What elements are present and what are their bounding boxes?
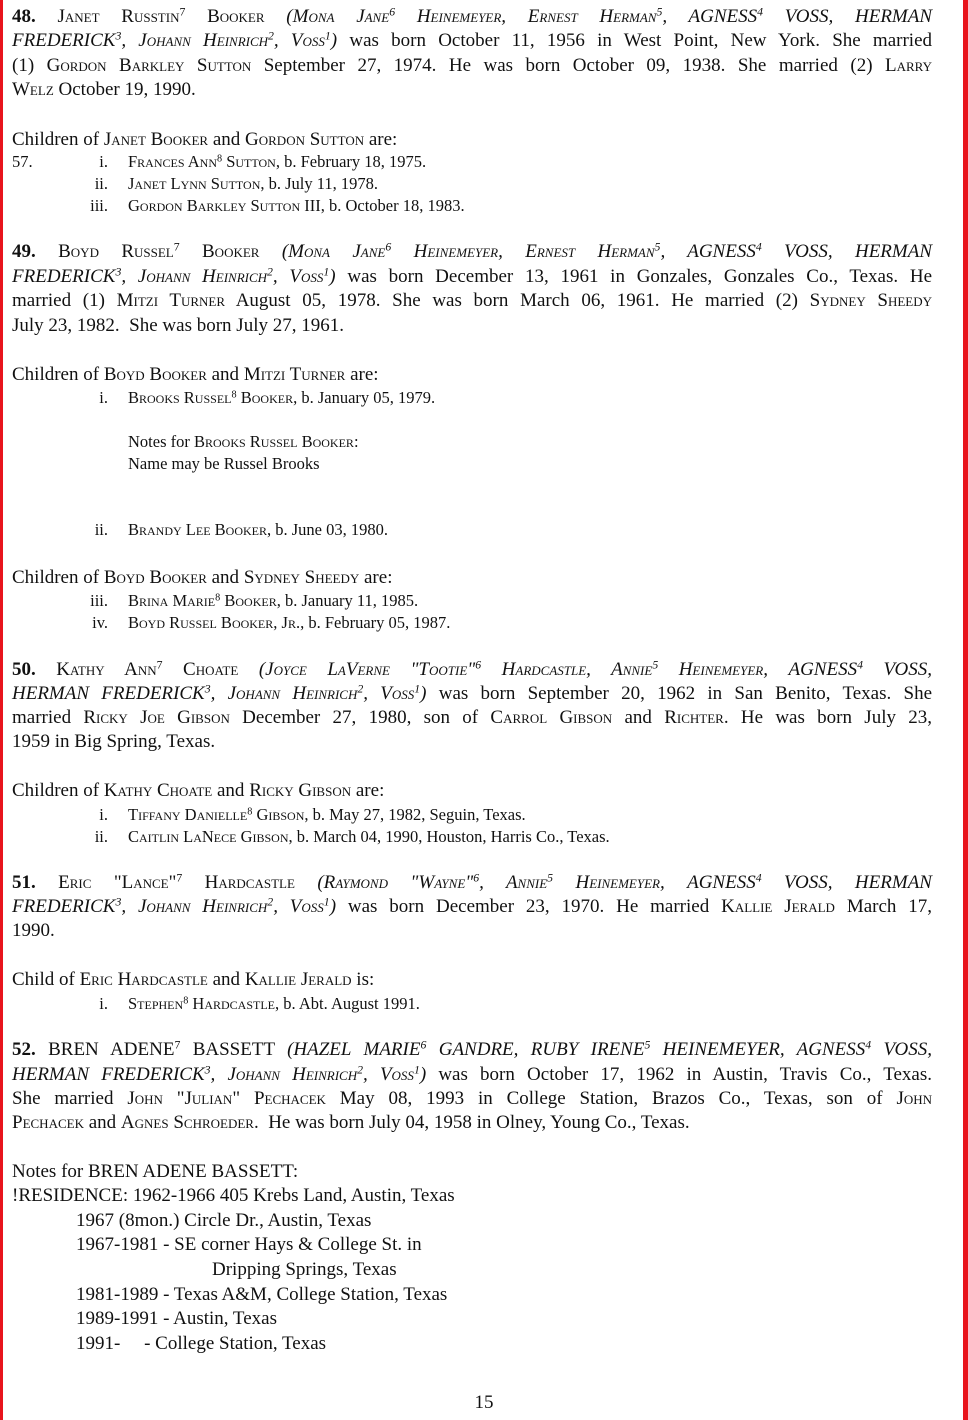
text-run: Gordon Barkley Sutton III <box>128 196 321 215</box>
generation-superscript: 2 <box>357 1063 364 1077</box>
text-run: : <box>353 432 359 451</box>
generation-superscript: 4 <box>757 5 763 19</box>
text-run: was born December 13, 1961 in Gonzales, Gonzales Co., Texas. He <box>335 266 933 287</box>
text-run: Kallie Jerald <box>244 969 352 990</box>
text-run: VOSS, HERMAN <box>761 872 932 893</box>
text-run: Gordon Barkley Sutton <box>46 55 252 76</box>
text-run: Boyd Booker <box>103 567 207 588</box>
text-line <box>128 452 320 476</box>
text-run: , b. February 18, 1975. <box>275 152 427 171</box>
text-run: Ricky Joe Gibson <box>83 707 230 728</box>
text-run: , Voss <box>363 1064 414 1085</box>
generation-superscript: 5 <box>644 1038 651 1052</box>
generation-superscript: 8 <box>215 592 221 604</box>
text-line <box>12 289 932 313</box>
entry-number: 57. <box>12 152 33 171</box>
text-run: Brooks Russel <box>128 388 232 407</box>
text-run: and <box>83 1112 121 1133</box>
text-line <box>12 29 932 53</box>
text-line <box>12 1160 298 1184</box>
text-run: John "Julian" Pechacek <box>127 1088 326 1109</box>
text-line <box>12 265 932 289</box>
text-run <box>36 6 58 27</box>
generation-superscript: 5 <box>652 658 659 672</box>
text-run: September 27, 1974. He was born October 09, 1938. She married (2) <box>251 55 885 76</box>
text-line <box>12 919 55 943</box>
text-run: Boyd Russel <box>58 241 174 262</box>
page-border-left <box>0 0 3 1420</box>
text-run: 1990. <box>12 920 55 941</box>
text-run: Brina Marie <box>128 591 216 610</box>
text-run: . He was born July 23, <box>723 707 933 728</box>
text-run: Pechacek <box>12 1112 84 1133</box>
text-run: 1967 (8mon.) Circle Dr., Austin, Texas <box>76 1210 372 1231</box>
generation-superscript: 1 <box>323 265 330 279</box>
text-run: FREDERICK <box>12 266 116 287</box>
text-run: (1) <box>12 55 47 76</box>
text-line <box>12 1063 932 1087</box>
text-run: Children of <box>12 567 104 588</box>
text-run: Booker <box>220 591 277 610</box>
text-run: 50. <box>12 659 36 680</box>
text-line <box>12 1038 932 1062</box>
child-index: ii. <box>94 520 108 539</box>
text-line <box>76 1209 371 1233</box>
text-run: Eric Hardcastle <box>79 969 208 990</box>
text-run: Sydney Sheedy <box>809 290 932 311</box>
text-run: Heinemeyer, <box>658 659 789 680</box>
text-run: , b. January 11, 1985. <box>276 591 419 610</box>
text-run: . He was born July 04, 1958 in Olney, Young Co., Texas. <box>253 1112 690 1133</box>
text-run: Eric "Lance" <box>58 872 177 893</box>
text-run: Ricky Gibson <box>249 780 352 801</box>
generation-superscript: 7 <box>179 5 186 19</box>
text-run: BASSETT <box>180 1039 288 1060</box>
generation-superscript: 3 <box>204 682 211 696</box>
text-run: Booker <box>185 6 287 27</box>
generation-superscript: 8 <box>216 153 223 165</box>
text-run: are: <box>345 364 379 385</box>
page-number: 15 <box>474 1392 494 1413</box>
text-run: (Raymond "Wayne" <box>317 872 474 893</box>
generation-superscript: 1 <box>413 1063 420 1077</box>
text-run: 51. <box>12 872 36 893</box>
text-line <box>12 314 344 338</box>
child-index: iii. <box>90 196 108 215</box>
text-line <box>12 363 379 387</box>
text-line <box>12 5 932 29</box>
text-run: Heinemeyer, Ernest Herman <box>395 6 657 27</box>
text-run: FREDERICK <box>12 30 116 51</box>
text-run: , b. Abt. August 1991. <box>275 994 420 1013</box>
text-run: HERMAN FREDERICK <box>12 1064 205 1085</box>
text-line <box>12 682 932 706</box>
text-line <box>12 78 196 102</box>
text-run: , Voss <box>272 266 324 287</box>
text-run: VOSS, <box>862 659 932 680</box>
text-run: Children of <box>12 364 104 385</box>
text-line <box>12 566 392 590</box>
text-run: was born December 23, 1970. He married <box>336 896 722 917</box>
text-run: 1981-1989 - Texas A&M, College Station, Texas <box>76 1284 448 1305</box>
child-index: iv. <box>92 613 108 632</box>
text-run: and <box>208 129 246 150</box>
text-run: Janet Lynn Sutton <box>128 174 261 193</box>
generation-superscript: 6 <box>389 5 396 19</box>
text-run: Mitzi Turner <box>116 290 226 311</box>
generation-superscript: 2 <box>267 265 273 279</box>
text-run: , Johann Heinrich <box>210 683 358 704</box>
child-index: i. <box>99 994 108 1013</box>
text-run: 1991- - College Station, Texas <box>76 1333 327 1354</box>
text-run <box>36 241 58 262</box>
text-run: Janet Booker <box>103 129 209 150</box>
child-index: iii. <box>90 591 108 610</box>
text-line <box>12 895 932 919</box>
text-run: She married <box>12 1088 128 1109</box>
text-run: HERMAN FREDERICK <box>12 683 205 704</box>
text-run: Stephen <box>128 994 184 1013</box>
generation-superscript: 2 <box>267 895 274 909</box>
generation-superscript: 8 <box>247 806 253 818</box>
text-run: , AGNESS <box>662 6 758 27</box>
text-run: AGNESS <box>687 872 756 893</box>
text-run: Notes for <box>128 432 194 451</box>
text-run: Booker <box>236 388 294 407</box>
text-line <box>76 1332 326 1356</box>
text-run: ) <box>419 1064 427 1085</box>
child-entry <box>92 611 451 635</box>
text-line <box>12 128 397 152</box>
generation-superscript: 7 <box>156 658 163 672</box>
text-run: 49. <box>12 241 36 262</box>
text-run: are: <box>351 780 385 801</box>
text-run: 1989-1991 - Austin, Texas <box>76 1308 277 1329</box>
text-line <box>212 1258 397 1282</box>
text-run: Sutton <box>222 152 276 171</box>
text-run: Kallie Jerald <box>721 896 835 917</box>
text-line <box>128 430 359 454</box>
generation-superscript: 8 <box>231 389 237 401</box>
text-run: are: <box>364 129 398 150</box>
generation-superscript: 1 <box>414 682 421 696</box>
text-run: Hardcastle, Annie <box>481 659 653 680</box>
text-run: (Joyce LaVerne "Tootie" <box>258 659 476 680</box>
text-run: August 05, 1978. She was born March 06, 1961. He married (2) <box>225 290 810 311</box>
text-run: BREN ADENE <box>35 1039 175 1060</box>
text-line <box>12 1087 932 1111</box>
text-run: , Johann Heinrich <box>121 30 269 51</box>
text-run: Heinemeyer, Ernest Herman <box>391 241 655 262</box>
child-entry <box>90 194 465 218</box>
text-run: and <box>612 707 665 728</box>
text-run: Gordon Sutton <box>245 129 365 150</box>
text-run: Boyd Russel Booker, Jr. <box>128 613 301 632</box>
text-run: , b. February 05, 1987. <box>300 613 451 632</box>
generation-superscript: 3 <box>115 29 122 43</box>
text-run: 52. <box>12 1039 36 1060</box>
generation-superscript: 5 <box>547 871 554 885</box>
text-run: , Johann Heinrich <box>121 266 268 287</box>
text-run: Kathy Ann <box>56 659 157 680</box>
text-run: VOSS, HERMAN <box>763 6 933 27</box>
text-run: GANDRE, RUBY IRENE <box>426 1039 645 1060</box>
text-run: Frances Ann <box>128 152 217 171</box>
child-entry <box>99 803 526 827</box>
generation-superscript: 3 <box>204 1063 211 1077</box>
text-line <box>12 240 932 264</box>
text-run: , b. October 18, 1983. <box>320 196 465 215</box>
text-run: and <box>207 969 245 990</box>
generation-superscript: 5 <box>654 240 661 254</box>
text-run: March 17, <box>834 896 933 917</box>
text-run <box>36 872 58 893</box>
text-line <box>12 779 384 803</box>
text-line <box>12 968 374 992</box>
text-run: Dripping Springs, Texas <box>212 1259 397 1280</box>
child-entry <box>99 386 436 410</box>
generation-superscript: 4 <box>755 871 762 885</box>
generation-superscript: 7 <box>173 240 180 254</box>
generation-superscript: 6 <box>420 1038 427 1052</box>
text-run: , b. May 27, 1982, Seguin, Texas. <box>304 805 526 824</box>
generation-superscript: 7 <box>176 871 183 885</box>
text-run: and <box>206 567 244 588</box>
text-run: are: <box>359 567 393 588</box>
text-line <box>12 871 932 895</box>
text-run: Tiffany Danielle <box>128 805 248 824</box>
text-line <box>76 1233 422 1257</box>
text-run: Hardcastle <box>182 872 318 893</box>
text-run: Hardcastle <box>188 994 276 1013</box>
generation-superscript: 4 <box>857 658 863 672</box>
generation-superscript: 2 <box>268 29 274 43</box>
text-run: Sydney Sheedy <box>243 567 360 588</box>
text-run: Boyd Booker <box>103 364 207 385</box>
child-entry <box>90 589 419 613</box>
text-run: Mitzi Turner <box>243 364 346 385</box>
text-run: May 08, 1993 in College Station, Brazos Co., Texas, son of <box>325 1088 897 1109</box>
text-run: !RESIDENCE: 1962-1966 405 Krebs Land, Austin, Texas <box>12 1185 455 1206</box>
text-run: Name may be Russel Brooks <box>128 454 320 473</box>
child-entry <box>99 992 420 1016</box>
text-run: married (1) <box>12 290 117 311</box>
child-entry <box>94 825 610 849</box>
text-line <box>12 658 932 682</box>
text-run: , Voss <box>273 30 325 51</box>
text-run: , b. January 05, 1979. <box>293 388 436 407</box>
generation-superscript: 6 <box>385 240 392 254</box>
text-run: 48. <box>12 6 36 27</box>
text-run: July 23, 1982. She was born July 27, 1961. <box>12 315 344 336</box>
text-line <box>12 706 932 730</box>
text-run: , Voss <box>273 896 324 917</box>
generation-superscript: 4 <box>755 240 762 254</box>
text-run: HEINEMEYER, AGNESS <box>650 1039 866 1060</box>
child-index: i. <box>99 388 108 407</box>
text-run: FREDERICK <box>12 896 116 917</box>
text-run: Children of <box>12 129 104 150</box>
text-run: Agnes Schroeder <box>120 1112 254 1133</box>
child-entry <box>94 518 388 542</box>
generation-superscript: 4 <box>865 1038 872 1052</box>
text-run: Carrol Gibson <box>490 707 613 728</box>
text-run: VOSS, <box>871 1039 932 1060</box>
generation-superscript: 3 <box>115 895 122 909</box>
text-run: was born October 17, 1962 in Austin, Travis Co., Texas. <box>426 1064 933 1085</box>
text-run: , Voss <box>363 683 415 704</box>
generation-superscript: 5 <box>656 5 663 19</box>
child-entry <box>12 150 427 174</box>
generation-superscript: 3 <box>115 265 122 279</box>
text-run: AGNESS <box>788 659 858 680</box>
text-line <box>12 54 932 78</box>
child-index: i. <box>99 152 108 171</box>
text-run: (Mona Jane <box>281 241 386 262</box>
text-run: ) <box>330 30 338 51</box>
text-run: , b. June 03, 1980. <box>267 520 388 539</box>
child-index: i. <box>99 805 108 824</box>
text-run: Booker <box>179 241 282 262</box>
text-run: , b. March 04, 1990, Houston, Harris Co., Texas. <box>288 827 610 846</box>
text-run: Kathy Choate <box>103 780 213 801</box>
page-border-right <box>963 0 968 1420</box>
text-run: , b. July 11, 1978. <box>260 174 379 193</box>
child-index: ii. <box>94 827 108 846</box>
text-run: Brandy Lee Booker <box>128 520 267 539</box>
text-run: Janet Russtin <box>57 6 180 27</box>
text-run: (HAZEL MARIE <box>287 1039 421 1060</box>
text-run: Children of <box>12 780 104 801</box>
text-run: Gibson <box>252 805 305 824</box>
text-run: Caitlin LaNece Gibson <box>128 827 289 846</box>
text-line <box>12 1184 455 1208</box>
text-run: 1959 in Big Spring, Texas. <box>12 731 216 752</box>
text-line <box>76 1283 447 1307</box>
text-run: and <box>212 780 250 801</box>
text-run: ) <box>329 266 336 287</box>
text-run: Welz <box>12 79 54 100</box>
text-run: December 27, 1980, son of <box>229 707 491 728</box>
child-entry <box>94 172 379 196</box>
text-run: is: <box>351 969 375 990</box>
generation-superscript: 6 <box>475 658 482 672</box>
text-run: VOSS, HERMAN <box>761 241 933 262</box>
generation-superscript: 7 <box>174 1038 181 1052</box>
text-run: 1967-1981 - SE corner Hays & College St. in <box>76 1234 422 1255</box>
generation-superscript: 8 <box>183 995 189 1007</box>
text-run: Choate <box>162 659 259 680</box>
text-run: was born September 20, 1962 in San Benito, Texas. She <box>426 683 933 704</box>
child-index: ii. <box>94 174 108 193</box>
generation-superscript: 2 <box>357 682 364 696</box>
text-run: , AGNESS <box>660 241 756 262</box>
text-line <box>12 730 215 754</box>
text-run: and <box>206 364 244 385</box>
text-run: ) <box>420 683 427 704</box>
text-run: was born October 11, 1956 in West Point, New York. She married <box>337 30 932 51</box>
text-run: Child of <box>12 969 80 990</box>
text-run: Larry <box>884 55 932 76</box>
text-run: , Johann Heinrich <box>121 896 268 917</box>
generation-superscript: 1 <box>324 29 331 43</box>
generation-superscript: 1 <box>323 895 330 909</box>
text-line <box>12 1111 690 1135</box>
text-run: Richter <box>664 707 724 728</box>
text-run: , Annie <box>479 872 548 893</box>
text-line <box>76 1307 277 1331</box>
text-run: ) <box>329 896 337 917</box>
text-run: Heinemeyer, <box>553 872 688 893</box>
text-run: married <box>12 707 84 728</box>
generation-superscript: 6 <box>473 871 480 885</box>
text-run <box>36 659 57 680</box>
text-run: John <box>896 1088 933 1109</box>
text-run: Notes for BREN ADENE BASSETT: <box>12 1161 299 1182</box>
text-run: October 19, 1990. <box>53 79 196 100</box>
text-run: Brooks Russel Booker <box>193 432 354 451</box>
text-run: , Johann Heinrich <box>210 1064 358 1085</box>
text-run: (Mona Jane <box>286 6 390 27</box>
